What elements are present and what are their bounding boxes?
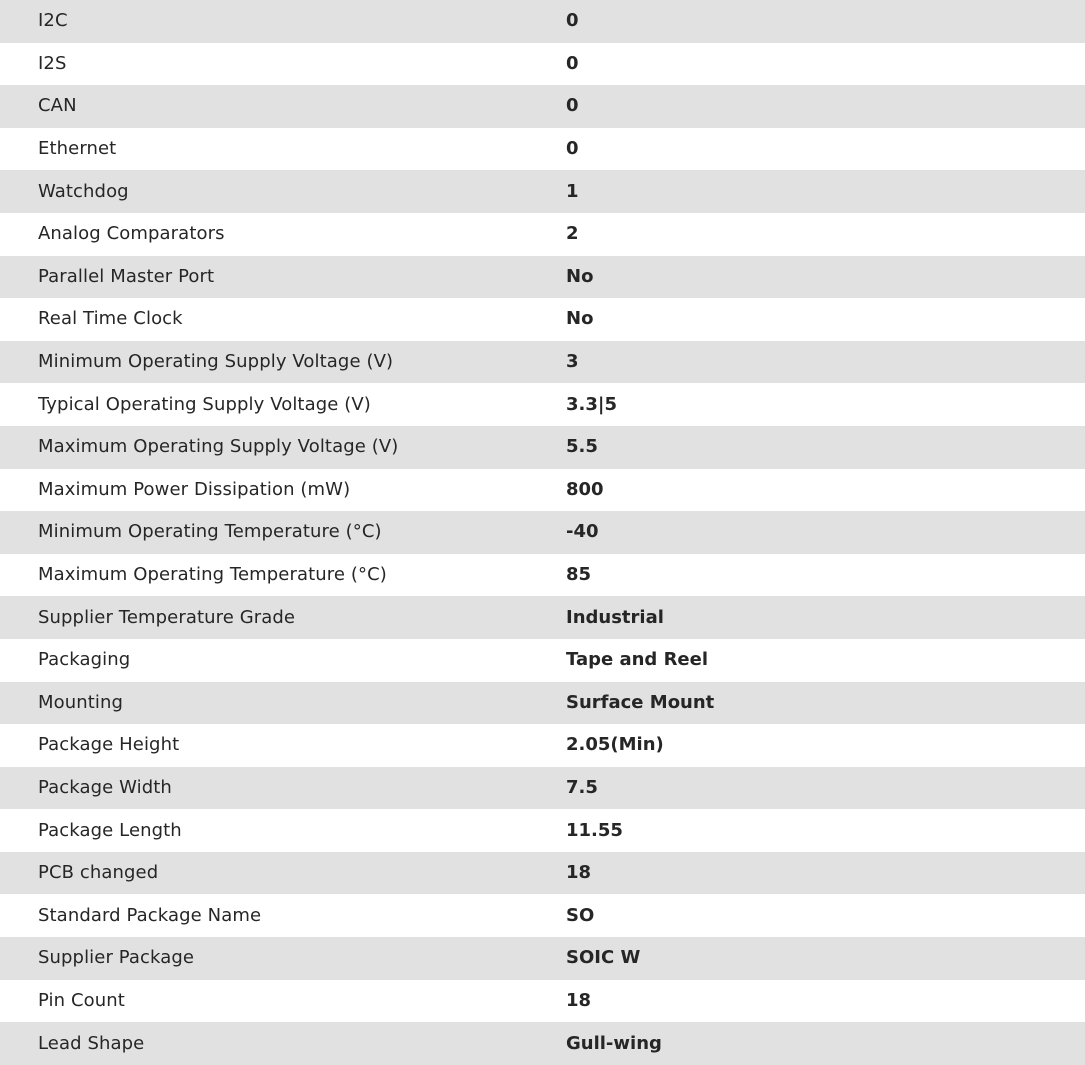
spec-value: 0 bbox=[566, 138, 579, 160]
table-row bbox=[0, 256, 1085, 299]
spec-label: Packaging bbox=[38, 649, 131, 671]
spec-value: 0 bbox=[566, 52, 579, 74]
spec-label: Package Height bbox=[38, 734, 180, 756]
spec-label: I2C bbox=[0, 0, 566, 43]
spec-value: 18 bbox=[566, 852, 1085, 895]
spec-label: Lead Shape bbox=[0, 1022, 566, 1065]
spec-value: Industrial bbox=[566, 596, 1085, 639]
table-row bbox=[0, 554, 1085, 597]
spec-value: 11.55 bbox=[566, 819, 623, 841]
table-row bbox=[0, 128, 1085, 171]
spec-label: Minimum Operating Temperature (°C) bbox=[0, 511, 566, 554]
spec-label: Maximum Operating Temperature (°C) bbox=[38, 564, 387, 586]
spec-value: 18 bbox=[566, 989, 592, 1011]
spec-label: Pin Count bbox=[38, 989, 125, 1011]
spec-label: Parallel Master Port bbox=[0, 256, 566, 299]
spec-label: I2S bbox=[38, 52, 67, 74]
table-row bbox=[0, 383, 1085, 426]
table-row bbox=[0, 170, 1085, 213]
spec-label: Package Width bbox=[0, 767, 566, 810]
spec-label: PCB changed bbox=[0, 852, 566, 895]
spec-label: Typical Operating Supply Voltage (V) bbox=[38, 393, 371, 415]
spec-label: Maximum Power Dissipation (mW) bbox=[38, 478, 351, 500]
spec-value: No bbox=[566, 308, 594, 330]
spec-value: Tape and Reel bbox=[566, 649, 709, 671]
spec-value: SOIC W bbox=[566, 937, 1085, 980]
spec-value: SO bbox=[566, 904, 595, 926]
table-row bbox=[0, 809, 1085, 852]
spec-value: 7.5 bbox=[566, 767, 1085, 810]
table-row bbox=[0, 682, 1085, 725]
table-row bbox=[0, 596, 1085, 639]
spec-label: Package Length bbox=[38, 819, 182, 841]
spec-label: Real Time Clock bbox=[38, 308, 183, 330]
spec-label: Standard Package Name bbox=[38, 904, 262, 926]
spec-label: Maximum Operating Supply Voltage (V) bbox=[0, 426, 566, 469]
spec-value: Surface Mount bbox=[566, 682, 1085, 725]
table-row bbox=[0, 937, 1085, 980]
table-row bbox=[0, 85, 1085, 128]
spec-label: Supplier Temperature Grade bbox=[0, 596, 566, 639]
spec-value: 85 bbox=[566, 564, 592, 586]
spec-label: CAN bbox=[0, 85, 566, 128]
table-row bbox=[0, 724, 1085, 767]
spec-value: 0 bbox=[566, 0, 1085, 43]
spec-value: 3 bbox=[566, 341, 1085, 384]
spec-label: Watchdog bbox=[0, 170, 566, 213]
table-row bbox=[0, 767, 1085, 810]
table-row bbox=[0, 1022, 1085, 1065]
table-row bbox=[0, 980, 1085, 1023]
table-row bbox=[0, 298, 1085, 341]
spec-label: Supplier Package bbox=[0, 937, 566, 980]
table-row bbox=[0, 213, 1085, 256]
table-row bbox=[0, 341, 1085, 384]
spec-value: 3.3|5 bbox=[566, 393, 617, 415]
spec-label: Analog Comparators bbox=[38, 223, 225, 245]
table-row bbox=[0, 639, 1085, 682]
spec-label: Minimum Operating Supply Voltage (V) bbox=[0, 341, 566, 384]
table-row bbox=[0, 43, 1085, 86]
spec-value: 2.05(Min) bbox=[566, 734, 664, 756]
spec-label: Ethernet bbox=[38, 138, 117, 160]
spec-value: -40 bbox=[566, 511, 1085, 554]
table-row bbox=[0, 426, 1085, 469]
spec-value: 5.5 bbox=[566, 426, 1085, 469]
spec-value: 2 bbox=[566, 223, 579, 245]
spec-value: 1 bbox=[566, 170, 1085, 213]
table-row bbox=[0, 894, 1085, 937]
spec-label: Mounting bbox=[0, 682, 566, 725]
table-row bbox=[0, 511, 1085, 554]
table-row bbox=[0, 469, 1085, 512]
table-row bbox=[0, 852, 1085, 895]
spec-value: Gull-wing bbox=[566, 1022, 1085, 1065]
spec-value: 800 bbox=[566, 478, 604, 500]
spec-value: No bbox=[566, 256, 1085, 299]
spec-value: 0 bbox=[566, 85, 1085, 128]
table-row bbox=[0, 0, 1085, 43]
